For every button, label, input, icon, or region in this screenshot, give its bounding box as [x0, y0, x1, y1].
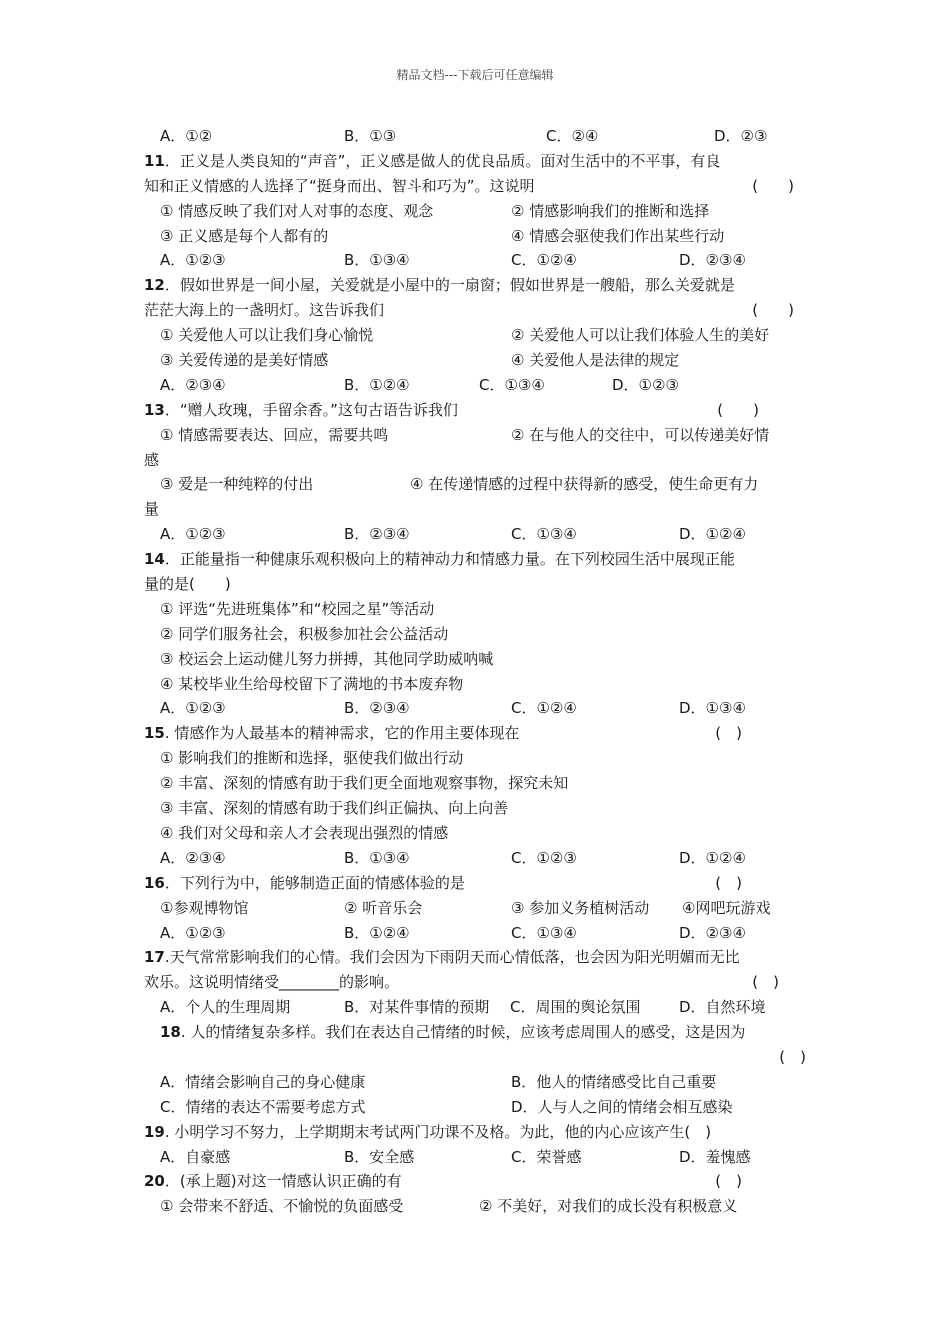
q13-item-4: ④ 在传递情感的过程中获得新的感受，使生命更有力 — [410, 475, 759, 494]
q18-option-a[interactable]: A．情绪会影响自己的身心健康 — [160, 1072, 366, 1091]
q17-stem-line1 — [144, 945, 814, 970]
q14-stem: ．正能量指一种健康乐观积极向上的精神动力和情感力量。在下列校园生活中展现正能 — [164, 550, 735, 569]
q17-option-a[interactable]: A．个人的生理周期 — [160, 998, 291, 1017]
q16-option-a[interactable]: A．①②③ — [160, 923, 226, 942]
q14-option-b[interactable]: B．②③④ — [344, 699, 410, 718]
q16-stem-line1 — [144, 871, 814, 896]
q13-item-1: ① 情感需要表达、回应，需要共鸣 — [160, 425, 389, 444]
q13-item-4-cont: 量 — [144, 500, 160, 519]
q20-item-1: ① 会带来不舒适、不愉悦的负面感受 — [160, 1197, 404, 1216]
q14-item-1: ① 评选“先进班集体”和“校园之星”等活动 — [160, 599, 435, 618]
q16-items — [144, 896, 814, 921]
q15-stem: . 情感作为人最基本的精神需求，它的作用主要体现在 — [164, 724, 520, 743]
q14-options — [144, 696, 814, 721]
q13-item-2-cont: 感 — [144, 450, 160, 469]
q15-answer-bracket[interactable]: ( ) — [715, 724, 742, 743]
q20-number: 20 — [144, 1172, 165, 1191]
q12-item-2: ② 关爱他人可以让我们体验人生的美好 — [511, 326, 770, 345]
q10-option-b[interactable]: B．①③ — [344, 127, 397, 145]
q16-number: 16 — [144, 873, 165, 892]
q15-item-2: ② 丰富、深刻的情感有助于我们更全面地观察事物，探究未知 — [160, 774, 569, 793]
q18-options-row2 — [144, 1095, 814, 1120]
q13-answer-bracket[interactable]: ( ) — [717, 400, 759, 419]
q14-item-2: ② 同学们服务社会，积极参加社会公益活动 — [160, 624, 449, 643]
q19-option-d[interactable]: D．羞愧感 — [679, 1147, 751, 1166]
q11-items-row2 — [144, 224, 814, 249]
q14-stem-line1 — [144, 547, 814, 572]
q17-option-c[interactable]: C．周围的舆论氛围 — [510, 998, 641, 1017]
q11-item-4: ④ 情感会驱使我们作出某些行动 — [511, 226, 725, 245]
q16-item-4: ④网吧玩游戏 — [682, 898, 771, 917]
q20-stem: ．(承上题)对这一情感认识正确的有 — [164, 1172, 402, 1191]
q13-options — [144, 522, 814, 547]
q18-stem-line2 — [144, 1045, 814, 1070]
q11-item-3: ③ 正义感是每个人都有的 — [160, 226, 329, 245]
q16-stem: ．下列行为中，能够制造正面的情感体验的是 — [164, 873, 465, 892]
q11-option-b[interactable]: B．①③④ — [344, 251, 410, 270]
q17-number: 17 — [144, 948, 165, 967]
q19-stem-line1 — [144, 1120, 814, 1145]
q13-stem: ．“赠人玫瑰，手留余香。”这句古语告诉我们 — [164, 400, 458, 419]
q15-stem-line1 — [144, 721, 814, 746]
q13-number: 13 — [144, 400, 165, 419]
q10-options — [144, 124, 814, 149]
q13-option-b[interactable]: B．②③④ — [344, 525, 410, 544]
q17-option-d[interactable]: D．自然环境 — [679, 998, 766, 1017]
q19-option-b[interactable]: B．安全感 — [344, 1147, 415, 1166]
q13-stem-line1 — [144, 398, 814, 423]
q17-options — [144, 995, 814, 1020]
q12-stem-line2 — [144, 298, 814, 323]
q14-option-c[interactable]: C．①②④ — [511, 699, 577, 718]
q14-item-3: ③ 校运会上运动健儿努力拼搏，其他同学助威呐喊 — [160, 649, 494, 668]
q15-item-1: ① 影响我们的推断和选择，驱使我们做出行动 — [160, 749, 464, 768]
q12-item-4: ④ 关爱他人是法律的规定 — [511, 351, 680, 370]
q11-stem: ．正义是人类良知的“声音”，正义感是做人的优良品质。面对生活中的不平事，有良 — [164, 151, 721, 170]
q13-item-2: ② 在与他人的交往中，可以传递美好情 — [511, 425, 770, 444]
q11-number: 11 — [144, 151, 165, 170]
page-header: 精品文档---下载后可任意编辑 — [396, 68, 554, 82]
q14-option-d[interactable]: D．①③④ — [679, 699, 746, 718]
q11-option-c[interactable]: C．①②④ — [511, 251, 577, 270]
q17-option-b[interactable]: B．对某件事情的预期 — [344, 998, 490, 1017]
q20-answer-bracket[interactable]: ( ) — [715, 1172, 742, 1191]
q18-answer-bracket[interactable]: ( ) — [779, 1047, 806, 1066]
q16-options — [144, 921, 814, 946]
q19-option-a[interactable]: A．自豪感 — [160, 1147, 231, 1166]
q13-items-row2 — [144, 472, 814, 497]
q12-option-c[interactable]: C．①③④ — [479, 375, 545, 394]
q12-option-d[interactable]: D．①②③ — [612, 375, 679, 394]
q14-number: 14 — [144, 550, 165, 569]
q12-items-row2 — [144, 348, 814, 373]
q17-stem-cont: 欢乐。这说明情绪受________的影响。 — [144, 973, 400, 992]
q19-stem: . 小明学习不努力，上学期期末考试两门功课不及格。为此，他的内心应该产生( ) — [164, 1122, 712, 1141]
q13-option-d[interactable]: D．①②④ — [679, 525, 746, 544]
q16-option-d[interactable]: D．②③④ — [679, 923, 746, 942]
q15-item-3: ③ 丰富、深刻的情感有助于我们纠正偏执、向上向善 — [160, 799, 509, 818]
q15-option-c[interactable]: C．①②③ — [511, 848, 577, 867]
q11-item-1: ① 情感反映了我们对人对事的态度、观念 — [160, 201, 434, 220]
q12-item-1: ① 关爱他人可以让我们身心愉悦 — [160, 326, 374, 345]
q11-stem-cont: 知和正义情感的人选择了“挺身而出、智斗和巧为”。这说明 — [144, 176, 535, 195]
q19-options — [144, 1145, 814, 1170]
q15-item-4: ④ 我们对父母和亲人才会表现出强烈的情感 — [160, 823, 449, 842]
q11-stem-line2 — [144, 174, 814, 199]
q17-stem-line2 — [144, 970, 814, 995]
q18-number: 18 — [160, 1023, 181, 1042]
q18-stem-line1 — [144, 1020, 814, 1045]
q12-options — [144, 373, 814, 398]
q12-number: 12 — [144, 276, 165, 295]
q11-options — [144, 248, 814, 273]
q11-items-row1 — [144, 199, 814, 224]
q11-item-2: ② 情感影响我们的推断和选择 — [511, 201, 710, 220]
q12-answer-bracket[interactable]: ( ) — [752, 301, 794, 320]
q19-option-c[interactable]: C．荣誉感 — [511, 1147, 582, 1166]
q18-option-b[interactable]: B．他人的情绪感受比自己重要 — [511, 1072, 717, 1091]
q12-stem: ．假如世界是一间小屋，关爱就是小屋中的一扇窗；假如世界是一艘船，那么关爱就是 — [164, 276, 735, 295]
q10-option-a[interactable]: A．①② — [160, 127, 213, 145]
q18-option-c[interactable]: C．情绪的表达不需要考虑方式 — [160, 1097, 366, 1116]
exam-content — [144, 124, 814, 1219]
q10-option-d[interactable]: D．②③ — [714, 127, 768, 145]
q16-item-1: ①参观博物馆 — [160, 898, 249, 917]
q15-option-a[interactable]: A．②③④ — [160, 848, 226, 867]
q11-option-d[interactable]: D．②③④ — [679, 251, 746, 270]
q13-option-c[interactable]: C．①③④ — [511, 525, 577, 544]
q19-number: 19 — [144, 1122, 165, 1141]
q11-answer-bracket[interactable]: ( ) — [752, 176, 794, 195]
q17-stem: .天气常常影响我们的心情。我们会因为下雨阴天而心情低落，也会因为阳光明媚而无比 — [164, 948, 740, 967]
q20-items — [144, 1194, 814, 1219]
q10-option-c[interactable]: C．②④ — [546, 127, 599, 145]
q16-item-3: ③ 参加义务植树活动 — [511, 898, 650, 917]
q20-item-2: ② 不美好，对我们的成长没有积极意义 — [479, 1197, 738, 1216]
q16-option-b[interactable]: B．①②④ — [344, 923, 410, 942]
q13-items-row1 — [144, 423, 814, 448]
q12-option-b[interactable]: B．①②④ — [344, 375, 410, 394]
q20-stem-line1 — [144, 1169, 814, 1194]
q13-option-a[interactable]: A．①②③ — [160, 525, 226, 544]
q13-item-3: ③ 爱是一种纯粹的付出 — [160, 475, 314, 494]
q12-item-3: ③ 关爱传递的是美好情感 — [160, 351, 329, 370]
q18-options-row1 — [144, 1070, 814, 1095]
q18-option-d[interactable]: D．人与人之间的情绪会相互感染 — [511, 1097, 733, 1116]
q15-number: 15 — [144, 724, 165, 743]
q15-option-b[interactable]: B．①③④ — [344, 848, 410, 867]
q14-item-4: ④ 某校毕业生给母校留下了满地的书本废弃物 — [160, 674, 464, 693]
q11-option-a[interactable]: A．①②③ — [160, 251, 226, 270]
q15-options — [144, 846, 814, 871]
q14-stem-line2: 量的是( ) — [144, 575, 231, 594]
q17-answer-bracket[interactable]: ( ) — [752, 973, 779, 992]
q11-stem-line1 — [144, 149, 814, 174]
q12-stem-line1 — [144, 273, 814, 298]
q12-items-row1 — [144, 323, 814, 348]
q12-stem-cont: 茫茫大海上的一盏明灯。这告诉我们 — [144, 301, 385, 320]
q12-option-a[interactable]: A．②③④ — [160, 375, 226, 394]
q16-answer-bracket[interactable]: ( ) — [715, 873, 742, 892]
q18-stem: . 人的情绪复杂多样。我们在表达自己情绪的时候，应该考虑周围人的感受，这是因为 — [180, 1023, 746, 1042]
q16-option-c[interactable]: C．①③④ — [511, 923, 577, 942]
q16-item-2: ② 听音乐会 — [344, 898, 423, 917]
q14-option-a[interactable]: A．①②③ — [160, 699, 226, 718]
q15-option-d[interactable]: D．①②④ — [679, 848, 746, 867]
